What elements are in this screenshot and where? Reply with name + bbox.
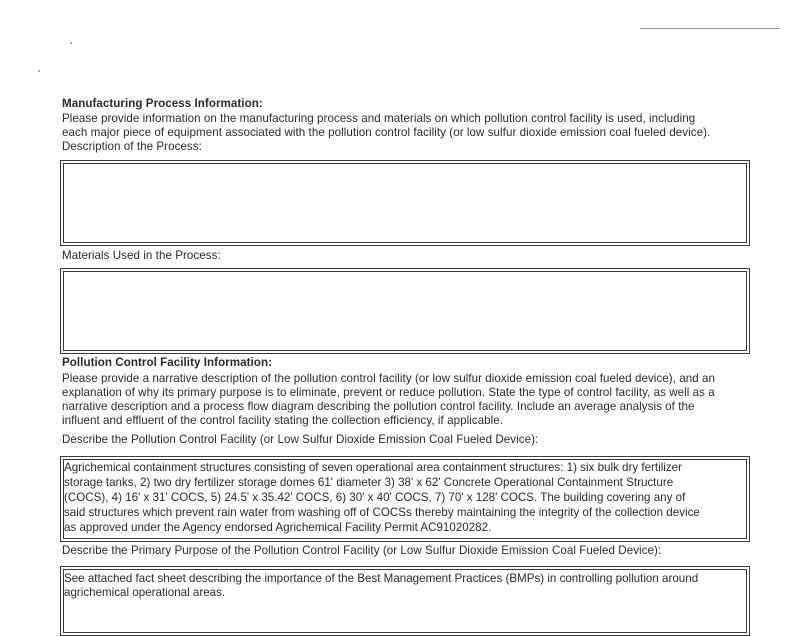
primary-purpose-line: agrichemical operational areas. — [64, 586, 226, 599]
manufacturing-instructions-line-2: each major piece of equipment associated with the pollution control facility (or low sulfur dioxide emission coal fueled device). — [62, 126, 711, 139]
describe-facility-line: storage tanks, 2) two dry fertilizer storage domes 61' diameter 3) 38' x 62' Concrete Operational Containment Structure — [64, 476, 674, 489]
pollution-control-instructions-line-2: explanation of why its primary purpose is to eliminate, prevent or reduce pollution. State the type of control facility, as well as a — [62, 386, 715, 399]
pollution-control-instructions-line-3: narrative description and a process flow diagram describing the pollution control facility. Include an average analysis of the — [62, 400, 695, 413]
primary-purpose-field[interactable] — [60, 566, 750, 636]
scan-artifact-speck — [70, 42, 72, 44]
describe-facility-label: Describe the Pollution Control Facility (or Low Sulfur Dioxide Emission Coal Fueled Device): — [62, 433, 539, 446]
materials-used-field[interactable] — [60, 268, 750, 354]
describe-facility-line: Agrichemical containment structures consisting of seven operational area containment structures: 1) six bulk dry fertilizer — [64, 461, 682, 474]
describe-facility-line: as approved under the Agency endorsed Agrichemical Facility Permit AC91020282. — [64, 521, 492, 534]
scan-artifact-line — [640, 28, 780, 29]
pollution-control-heading: Pollution Control Facility Information: — [62, 356, 272, 369]
describe-facility-line: said structures which prevent rain water from washing off of COCSs thereby maintaining the integrity of the collection device — [64, 506, 700, 519]
primary-purpose-line: See attached fact sheet describing the importance of the Best Management Practices (BMPs) in controlling pollution around — [64, 572, 699, 585]
manufacturing-instructions-line-1: Please provide information on the manufacturing process and materials on which pollution control facility is used, including — [62, 112, 696, 125]
materials-used-label: Materials Used in the Process: — [62, 249, 221, 262]
describe-facility-line: (COCS), 4) 16' x 31' COCS, 5) 24.5' x 35.42' COCS, 6) 30' x 40' COCS, 7) 70' x 128' COCS. The building covering any of — [64, 491, 686, 504]
manufacturing-heading: Manufacturing Process Information: — [62, 97, 263, 110]
primary-purpose-label: Describe the Primary Purpose of the Pollution Control Facility (or Low Sulfur Dioxide Emission Coal Fueled Device): — [62, 544, 662, 557]
pollution-control-instructions-line-4: influent and effluent of the control facility stating the collection efficiency, if applicable. — [62, 414, 504, 427]
description-of-process-label: Description of the Process: — [62, 140, 202, 153]
describe-facility-field[interactable] — [60, 456, 750, 542]
scan-artifact-speck — [38, 70, 40, 72]
pollution-control-instructions-line-1: Please provide a narrative description of the pollution control facility (or low sulfur dioxide emission coal fueled device), and an — [62, 372, 715, 385]
description-of-process-field[interactable] — [60, 160, 750, 246]
